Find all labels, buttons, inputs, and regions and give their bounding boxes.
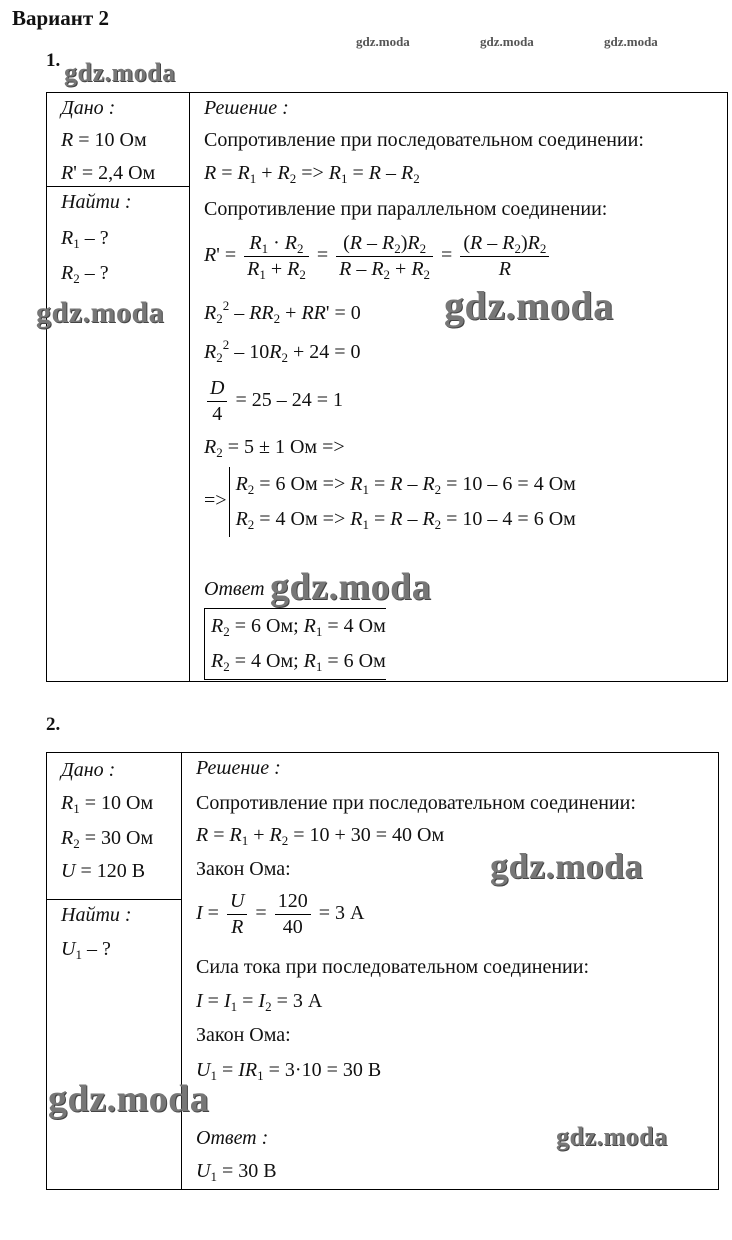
answer-label: Ответ :	[196, 1127, 269, 1149]
given-label: Дано :	[61, 97, 116, 119]
equation-discriminant: $\frac{D}{4}$ = 25 – 24 = 1	[204, 376, 343, 427]
given-line: R' = 2,4 Ом	[61, 162, 156, 184]
equation-series: $R = R_1 + R_2 = 10 + 30 = 40$ Ом	[196, 824, 445, 848]
task-1-number: 1.	[46, 50, 61, 71]
given-line: $R_2 = 30$ Ом	[61, 827, 154, 851]
equation-quadratic: $R_2^2 - 10R_2 + 24 = 0$	[204, 337, 361, 365]
equation-quadratic-general: $R_2^2 - RR_2 + RR' = 0$	[204, 298, 361, 326]
solution-text: Сопротивление при последовательном соединении:	[204, 129, 644, 151]
answer: $U_1 = 30$ В	[196, 1160, 277, 1184]
watermark: gdz.moda	[64, 58, 176, 87]
watermark: gdz.moda	[270, 566, 432, 608]
solution-label: Решение :	[196, 757, 281, 779]
equation-current-series: $I = I_1 = I_2 = 3$ А	[196, 990, 323, 1014]
equation-cases: => $R_2 = 6$ Ом => $R_1 = R - R_2 = 10 - 6 = 4$ Ом $R_2 = 4$ Ом => $R_1 = R - R_2 = 10 - 4 = 6$ Ом	[204, 467, 576, 537]
find-label: Найти :	[61, 191, 132, 213]
solution-text: Сопротивление при параллельном соединении:	[204, 198, 608, 220]
equation-series: $R = R_1 + R_2 => R_1 = R - R_2$	[204, 162, 420, 186]
equation-roots: $R_2 = 5 \pm 1$ Ом =>	[204, 436, 345, 460]
given-label: Дано :	[61, 759, 116, 781]
solution-label: Решение :	[204, 97, 289, 119]
task-2-number: 2.	[46, 714, 61, 735]
equation-current: I = $\frac{U}{R}$ = $\frac{120}{40}$ = 3 А	[196, 890, 365, 938]
solution-text: Сила тока при последовательном соединении:	[196, 956, 590, 978]
watermark: gdz.moda	[36, 296, 165, 329]
equation-voltage: $U_1 = IR_1 = 3\cdot 10 = 30$ В	[196, 1059, 382, 1083]
watermark: gdz.moda	[604, 34, 658, 49]
find-line: $R_2$ – ?	[61, 262, 109, 286]
given-line: $R_1 = 10$ Ом	[61, 792, 154, 816]
watermark: gdz.moda	[356, 34, 410, 49]
watermark: gdz.moda	[48, 1078, 210, 1120]
given-line: U = 120 В	[61, 860, 146, 882]
variant-title: Вариант 2	[12, 6, 109, 30]
answer-label: Ответ	[204, 578, 265, 600]
watermark: gdz.moda	[480, 34, 534, 49]
equation-parallel: R' = $\frac{R_1 \cdot R_2}{R_1 + R_2}$ = $\frac{(R - R_2)R_2}{R - R_2 + R_2}$ = $\frac{(R - R_2)R_2}{R}$	[204, 231, 552, 282]
find-line: $R_1$ – ?	[61, 227, 109, 251]
watermark: gdz.moda	[444, 283, 614, 328]
answer-cases: $R_2 = 6$ Ом; $R_1 = 4$ Ом $R_2 = 4$ Ом; $R_1 = 6$ Ом	[202, 608, 386, 680]
solution-text: Закон Ома:	[196, 1024, 291, 1046]
watermark: gdz.moda	[556, 1122, 668, 1151]
solution-text: Сопротивление при последовательном соединении:	[196, 792, 636, 814]
given-line: R = 10 Ом	[61, 129, 147, 151]
find-label: Найти :	[61, 904, 132, 926]
watermark: gdz.moda	[490, 846, 644, 886]
find-line: $U_1$ – ?	[61, 938, 111, 962]
solution-text: Закон Ома:	[196, 858, 291, 880]
